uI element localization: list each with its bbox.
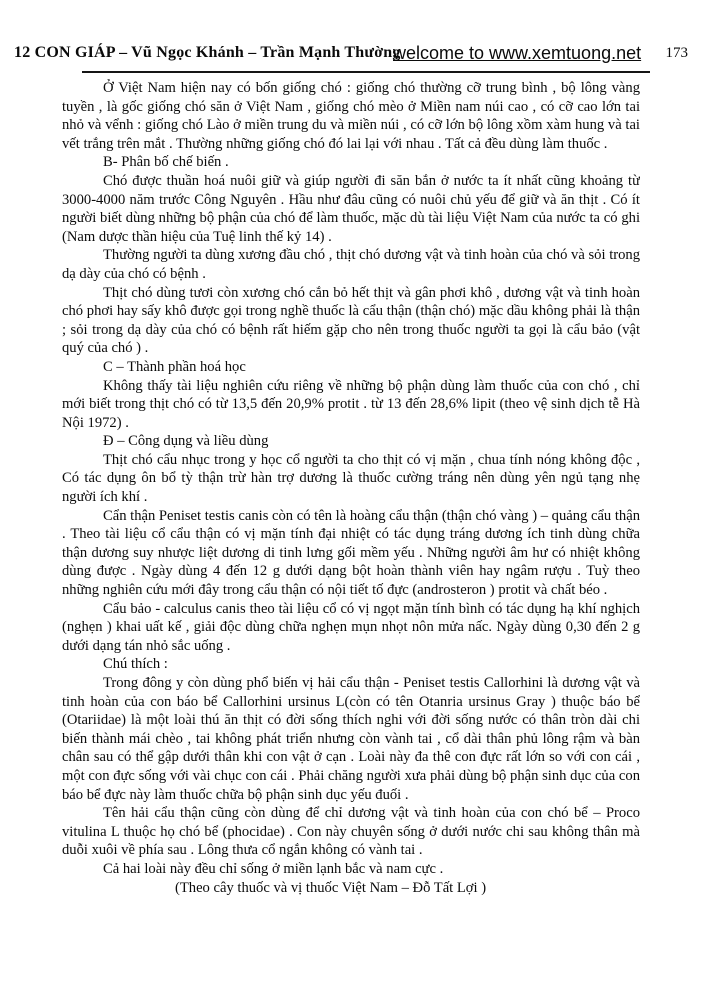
paragraph: Không thấy tài liệu nghiên cứu riêng về những bộ phận dùng làm thuốc của con chó , chỉ mới biết trong thịt chó có từ 13,5 đến 20,9% protit . từ 13 đến 28,6% lipit (theo vệ sinh dịch tễ Hà Nội 1972) . <box>62 377 640 431</box>
paragraph: Trong đông y còn dùng phổ biến vị hải cẩu thận - Peniset testis Callorhini là dương vật và tinh hoàn của con báo bể Callorhini ursinus L(còn có tên Otanria ursinus Gray ) thuộc báo bể (Otariidae) là một loài thú ăn thịt có đời sống thích nghi với đời sống nước có thân tròn dài chi biến thành mái chèo , tai không phát triển nhưng còn vành tai , cổ dài thân phủ lông rậm và bàn chân sau có thể gập dưới thân khi con vật ở cạn . Loài này đa thê con đực rất lớn so với con cái , một con đực sống với vài chục con cái . Phải chăng người xưa phải dùng bộ phận sinh dục của con báo bể đực này làm thuốc chữa bộ phận sinh dục yếu đuối . <box>62 675 640 803</box>
paragraph: Đ – Công dụng và liều dùng <box>103 433 269 450</box>
paragraph: Cẩn thận Peniset testis canis còn có tên là hoàng cẩu thận (thận chó vàng ) – quảng cẩu thận . Theo tài liệu cổ cẩu thận có vị mặn tính đại nhiệt có tác dụng tráng dương ích tinh dùng chữa thận dương suy nhược liệt dương di tinh lưng gối mềm yếu . Những người âm hư có nhiệt không dùng được . Ngày dùng 4 đến 12 g dưới dạng bột hoàn thành viên hay ngâm rượu . Tuỳ theo những nghiên cứu mới đây trong cẩu thận có nội tiết tố đực (androsteron ) protit và chất béo . <box>62 507 640 599</box>
paragraph: Ở Việt Nam hiện nay có bốn giống chó : giống chó thường cỡ trung bình , bộ lông vàng tuyền , là gốc giống chó săn ở Việt Nam , giống chó mèo ở Miền nam núi cao , có cỡ cao lớn tai nhỏ và vểnh : giống chó Lào ở miền trung du và miền núi , có cỡ lớn bộ lông xồm xàm hung và tai vết trắng trên mắt . Thường những giống chó đó lai lại với nhau . Tất cả đều dùng làm thuốc . <box>62 80 640 152</box>
paragraph: Cẩu bảo - calculus canis theo tài liệu cổ có vị ngọt mặn tính bình có tác dụng hạ khí nghịch (nghẹn ) khai uất kế , giải độc dùng chữa nghẹn mụn nhọt nôn mửa nấc. Ngày dùng 0,30 đến 2 g dưới dạng tán nhỏ sắc uống . <box>62 600 640 654</box>
paragraph: Thịt chó dùng tươi còn xương chó cắn bỏ hết thịt và gân phơi khô , dương vật và tinh hoàn chó phơi hay sấy khô được gọi trong nghề thuốc là cẩu thận (thận chó) mặc dầu không phải là thận ; sỏi trong dạ dày của chó có bệnh rất hiếm gặp cho nên trong thuốc người ta gọi là cẩu bảo (vật quý của chó ) . <box>62 284 640 357</box>
paragraph: Chú thích : <box>103 656 168 673</box>
document-body <box>62 79 640 984</box>
paragraph: C – Thành phần hoá học <box>103 358 246 375</box>
paragraph: (Theo cây thuốc và vị thuốc Việt Nam – Đỗ Tất Lợi ) <box>175 879 487 896</box>
page-number: 173 <box>665 45 688 61</box>
website-link[interactable]: welcome to www.xemtuong.net <box>393 43 642 63</box>
paragraph: Cả hai loài này đều chỉ sống ở miền lạnh bắc và nam cực . <box>103 860 444 877</box>
paragraph: Thường người ta dùng xương đầu chó , thịt chó dương vật và tinh hoàn của chó và sỏi trong dạ dày của chó có bệnh . <box>62 247 640 282</box>
paragraph: Chó được thuần hoá nuôi giữ và giúp người đi săn bắn ở nước ta ít nhất cũng khoảng từ 3000-4000 năm trước Công Nguyên . Hầu như đâu cũng có nuôi chủ yếu để giữ và ăn thịt . Có ít người biết dùng những bộ phận của chó để làm thuốc, mặc dù tài liệu Việt Nam của nước ta có ghi (Nam dược thần hiệu của Tuệ linh thế kỷ 14) . <box>62 172 640 245</box>
paragraph: B- Phân bố chế biến . <box>103 154 229 171</box>
book-title: 12 CON GIÁP – Vũ Ngọc Khánh – Trần Mạnh Thường <box>14 44 401 61</box>
header-divider <box>82 71 650 73</box>
paragraph: Tên hải cẩu thận cũng còn dùng để chỉ dương vật và tinh hoàn của con chó bể – Proco vitulina L thuộc họ chó bể (phocidae) . Con này chuyên sống ở dưới nước chi sau không thân mà duỗi xuôi về phía sau . Lông thưa cổ ngắn không có vành tai . <box>62 805 640 859</box>
paragraph: Thịt chó cẩu nhục trong y học cổ người ta cho thịt có vị mặn , chua tính nóng không độc , Có tác dụng ôn bổ tỳ thận trừ hàn trợ dương là thuốc cường tráng nên dùng yên ngủ tạng nhẹ người ích khí . <box>62 451 640 506</box>
